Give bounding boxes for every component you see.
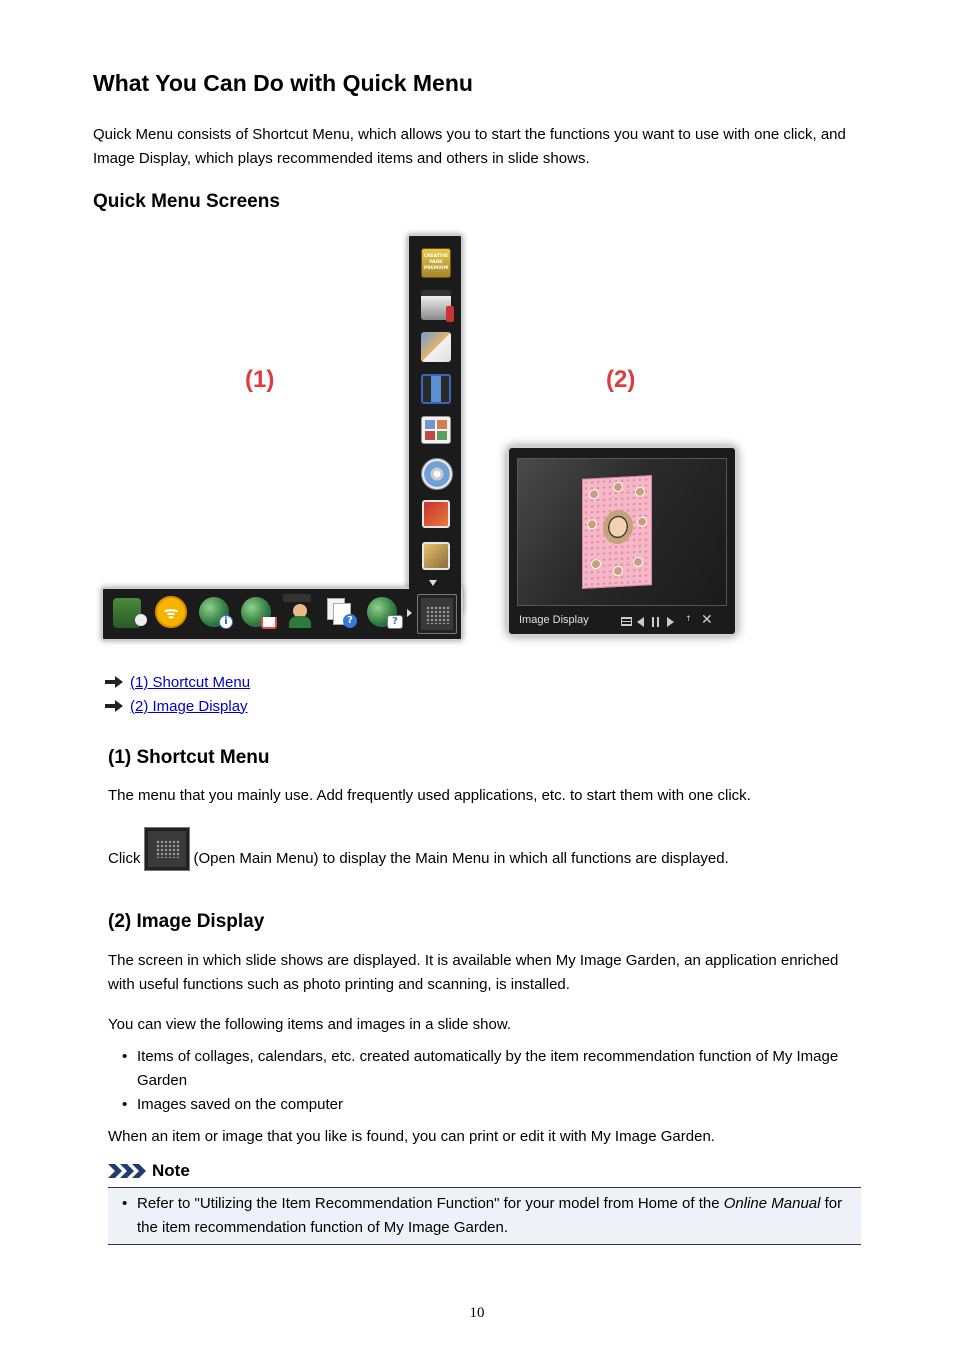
- callout-1: (1): [245, 366, 275, 393]
- slide-collage: [582, 475, 652, 589]
- note-item: • Refer to "Utilizing the Item Recommendation Function" for your model from Home of the Online Manual for the item recommendation function of My Image Garden.: [122, 1195, 843, 1236]
- manual-icon[interactable]: ?: [327, 598, 357, 628]
- support-icon[interactable]: [283, 594, 317, 628]
- closing-paragraph: When an item or image that you like is found, you can print or edit it with My Image Garden.: [108, 1128, 715, 1145]
- image-display-description: The screen in which slide shows are displayed. It is available when My Image Garden, an application enriched with useful functions such as photo printing and scanning, is installed.: [108, 952, 839, 993]
- settings-icon[interactable]: ꜛ: [686, 614, 691, 629]
- note-chevron-icon: [108, 1163, 148, 1179]
- open-main-menu-button[interactable]: [417, 594, 457, 634]
- arrow-right-icon: [104, 675, 124, 689]
- shortcut-menu-description: The menu that you mainly use. Add frequently used applications, etc. to start them with one click.: [108, 787, 751, 804]
- document-scan-icon[interactable]: [113, 598, 141, 628]
- online-help-icon[interactable]: ?: [367, 597, 397, 627]
- slide-show-intro: You can view the following items and images in a slide show.: [108, 1016, 512, 1033]
- open-main-menu-line: [108, 825, 729, 871]
- creative-park-premium-icon[interactable]: [421, 248, 451, 278]
- scan-icon[interactable]: [421, 290, 451, 320]
- note-box: [108, 1187, 861, 1245]
- click-prefix: Click: [108, 850, 141, 867]
- expand-arrow-icon[interactable]: [407, 609, 412, 617]
- wireless-setup-icon[interactable]: ᯤ: [155, 596, 187, 628]
- close-icon[interactable]: ✕: [701, 612, 713, 628]
- scroll-down-icon[interactable]: [429, 580, 437, 586]
- page-number: 10: [469, 1305, 485, 1321]
- next-icon[interactable]: [667, 617, 674, 627]
- click-suffix: (Open Main Menu) to display the Main Menu in which all functions are displayed.: [193, 850, 729, 867]
- note-header: [108, 1160, 190, 1182]
- note-title: Note: [152, 1161, 190, 1180]
- link-row-image-display: [104, 695, 248, 717]
- image-display-window: [507, 446, 737, 636]
- note-text-before: Refer to "Utilizing the Item Recommendation Function" for your model from Home of the: [137, 1195, 724, 1212]
- image-display-heading: (2) Image Display: [108, 911, 265, 932]
- disc-label-icon[interactable]: [421, 458, 453, 490]
- screens-heading: Quick Menu Screens: [93, 191, 280, 212]
- intro-paragraph: Quick Menu consists of Shortcut Menu, which allows you to start the functions you want to use with one click, and Image Display, which plays recommended items and others in slide shows.: [93, 126, 846, 167]
- collage-icon[interactable]: [421, 416, 451, 444]
- list-item: • Items of collages, calendars, etc. created automatically by the item recommendation function of My Image Garden: [122, 1048, 839, 1089]
- link-shortcut-menu[interactable]: (1) Shortcut Menu: [130, 673, 251, 691]
- note-text-italic: Online Manual: [723, 1195, 821, 1212]
- online-info-icon[interactable]: i: [199, 597, 229, 627]
- list-view-icon[interactable]: [621, 617, 632, 626]
- image-display-launch-icon[interactable]: [422, 542, 450, 570]
- image-display-label: Image Display: [519, 614, 589, 626]
- previous-icon[interactable]: [637, 617, 644, 627]
- creative-park-label: CREATIVE PARK PREMIUM: [423, 254, 449, 271]
- link-image-display[interactable]: (2) Image Display: [130, 697, 248, 715]
- callout-2: (2): [606, 366, 636, 393]
- arrow-right-icon: [104, 699, 124, 713]
- online-shopping-icon[interactable]: [241, 597, 271, 627]
- pause-icon[interactable]: [652, 617, 659, 627]
- note-text-after: for the item recommendation function of My Image Garden.: [137, 1195, 843, 1236]
- my-image-garden-icon[interactable]: [422, 500, 450, 528]
- slide-area: [517, 458, 727, 606]
- photo-layout-icon[interactable]: [421, 374, 451, 404]
- list-item: • Images saved on the computer: [122, 1096, 343, 1113]
- quick-menu-figure: [95, 230, 755, 650]
- link-row-shortcut-menu: [104, 671, 250, 693]
- photo-print-icon[interactable]: [421, 332, 451, 362]
- shortcut-menu-heading: (1) Shortcut Menu: [108, 747, 270, 768]
- slide-show-item-list: [108, 1045, 853, 1117]
- open-main-menu-inline-icon: [144, 827, 190, 871]
- page-title: What You Can Do with Quick Menu: [93, 70, 473, 96]
